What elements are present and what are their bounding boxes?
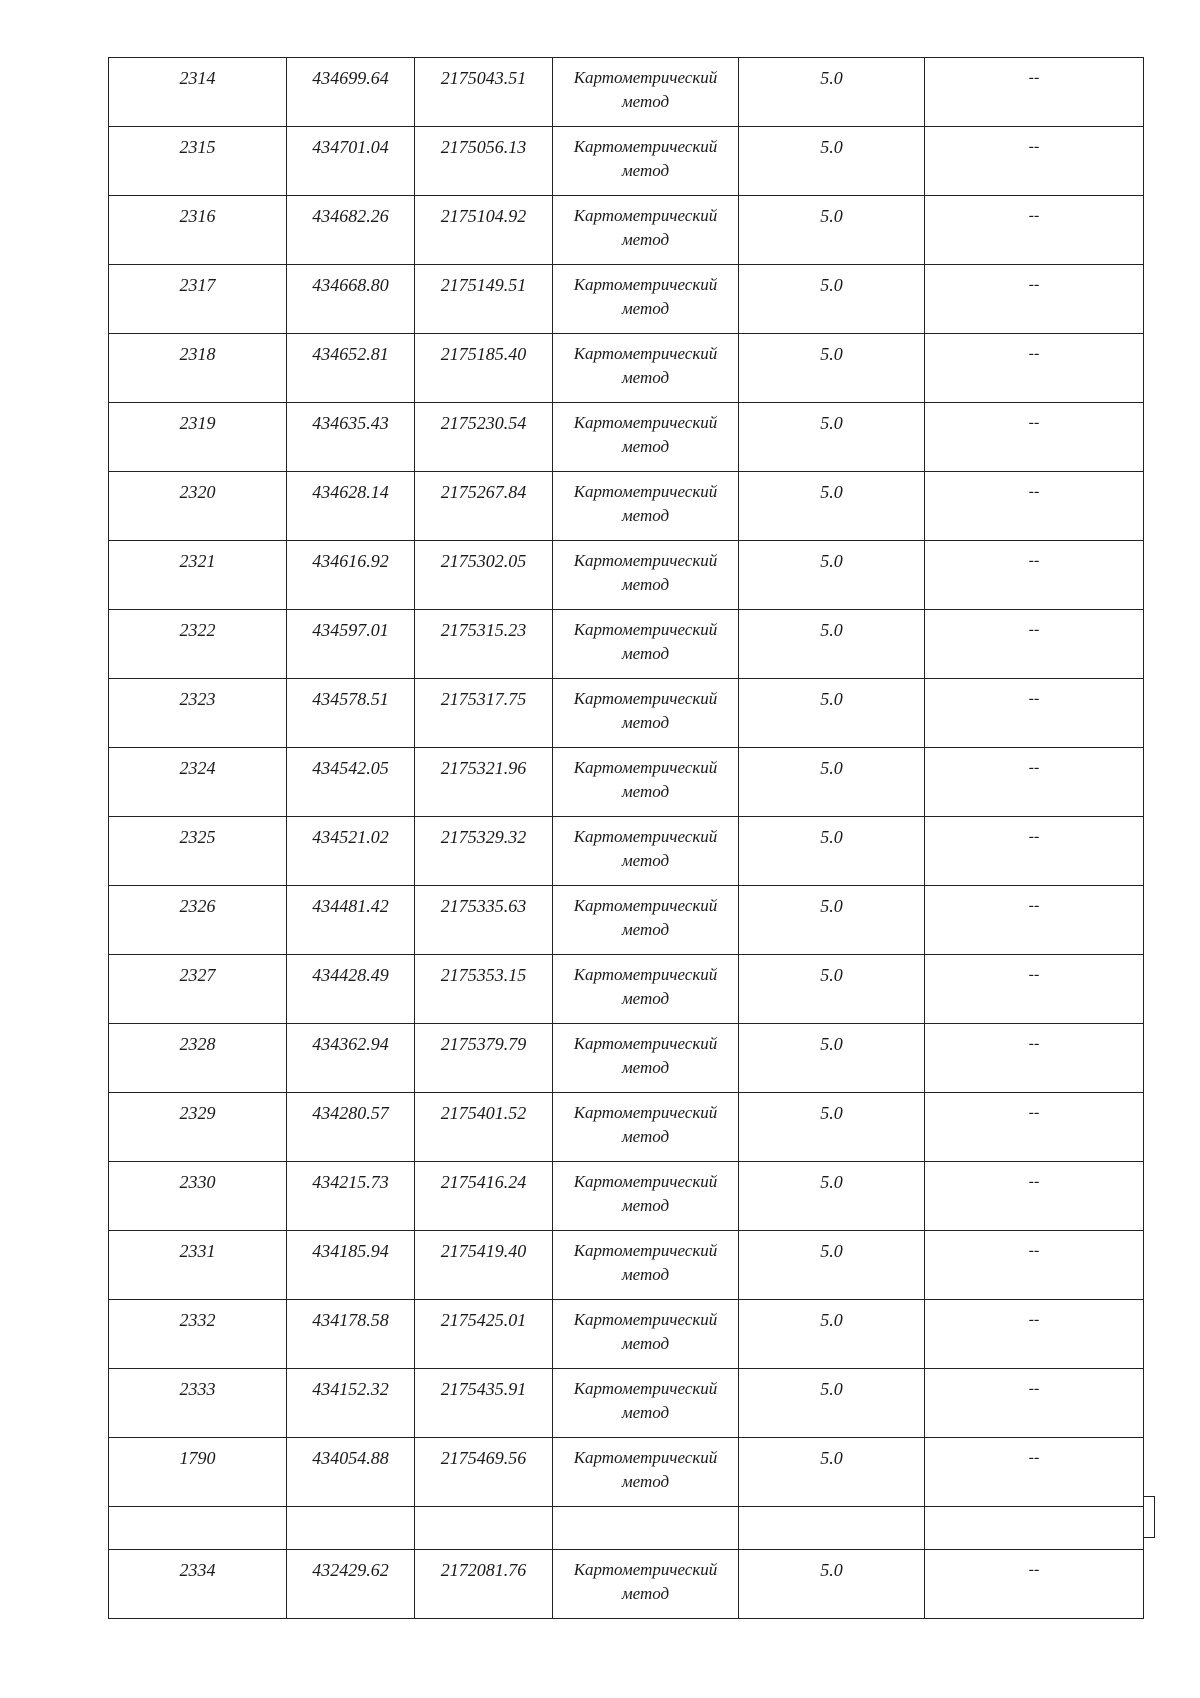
- method-line1: Картометрический: [573, 1034, 718, 1053]
- accuracy-cell: 5.0: [739, 817, 925, 886]
- method-line2: метод: [621, 368, 670, 387]
- note-cell: --: [925, 1438, 1144, 1507]
- method-cell: [553, 748, 739, 817]
- method-line2: метод: [621, 575, 670, 594]
- x-coordinate-cell: 434521.02: [287, 817, 415, 886]
- x-coordinate-cell: 434635.43: [287, 403, 415, 472]
- x-coordinate-cell: 434054.88: [287, 1438, 415, 1507]
- empty-cell: [415, 1507, 553, 1550]
- method-cell: [553, 1024, 739, 1093]
- method-line2: метод: [621, 1472, 670, 1491]
- x-coordinate-cell: 434428.49: [287, 955, 415, 1024]
- y-coordinate-cell: 2172081.76: [415, 1550, 553, 1619]
- table-row: [109, 679, 1144, 748]
- y-coordinate-cell: 2175043.51: [415, 58, 553, 127]
- x-coordinate-cell: 434628.14: [287, 472, 415, 541]
- y-coordinate-cell: 2175419.40: [415, 1231, 553, 1300]
- method-line1: Картометрический: [573, 344, 718, 363]
- point-number-cell: 2318: [109, 334, 287, 403]
- table-row: [109, 1438, 1144, 1507]
- method-line1: Картометрический: [573, 827, 718, 846]
- y-coordinate-cell: 2175267.84: [415, 472, 553, 541]
- accuracy-cell: 5.0: [739, 265, 925, 334]
- method-line1: Картометрический: [573, 1172, 718, 1191]
- accuracy-cell: 5.0: [739, 541, 925, 610]
- accuracy-cell: 5.0: [739, 748, 925, 817]
- y-coordinate-cell: 2175230.54: [415, 403, 553, 472]
- note-cell: --: [925, 472, 1144, 541]
- method-line1: Картометрический: [573, 1103, 718, 1122]
- table-row: [109, 955, 1144, 1024]
- y-coordinate-cell: 2175056.13: [415, 127, 553, 196]
- y-coordinate-cell: 2175469.56: [415, 1438, 553, 1507]
- note-cell: --: [925, 1550, 1144, 1619]
- x-coordinate-cell: 434215.73: [287, 1162, 415, 1231]
- point-number-cell: 2315: [109, 127, 287, 196]
- table-row: [109, 334, 1144, 403]
- point-number-cell: 2319: [109, 403, 287, 472]
- note-cell: --: [925, 1024, 1144, 1093]
- method-line2: метод: [621, 161, 670, 180]
- method-line1: Картометрический: [573, 275, 718, 294]
- method-line2: метод: [621, 1127, 670, 1146]
- note-cell: --: [925, 610, 1144, 679]
- point-number-cell: 2317: [109, 265, 287, 334]
- x-coordinate-cell: 434362.94: [287, 1024, 415, 1093]
- note-cell: --: [925, 1231, 1144, 1300]
- method-line2: метод: [621, 713, 670, 732]
- accuracy-cell: 5.0: [739, 1369, 925, 1438]
- accuracy-cell: 5.0: [739, 127, 925, 196]
- method-cell: [553, 403, 739, 472]
- y-coordinate-cell: 2175315.23: [415, 610, 553, 679]
- method-line2: метод: [621, 92, 670, 111]
- method-cell: [553, 886, 739, 955]
- note-cell: --: [925, 196, 1144, 265]
- y-coordinate-cell: 2175104.92: [415, 196, 553, 265]
- note-cell: --: [925, 886, 1144, 955]
- table-row: [109, 1024, 1144, 1093]
- x-coordinate-cell: 434597.01: [287, 610, 415, 679]
- point-number-cell: 1790: [109, 1438, 287, 1507]
- method-cell: [553, 541, 739, 610]
- x-coordinate-cell: 434152.32: [287, 1369, 415, 1438]
- x-coordinate-cell: 434280.57: [287, 1093, 415, 1162]
- point-number-cell: 2326: [109, 886, 287, 955]
- method-line1: Картометрический: [573, 1448, 718, 1467]
- method-cell: [553, 1162, 739, 1231]
- method-line1: Картометрический: [573, 620, 718, 639]
- y-coordinate-cell: 2175416.24: [415, 1162, 553, 1231]
- coordinates-table-body: [109, 58, 1144, 1619]
- y-coordinate-cell: 2175329.32: [415, 817, 553, 886]
- method-line2: метод: [621, 782, 670, 801]
- table-row: [109, 610, 1144, 679]
- accuracy-cell: 5.0: [739, 1093, 925, 1162]
- method-line2: метод: [621, 920, 670, 939]
- y-coordinate-cell: 2175401.52: [415, 1093, 553, 1162]
- y-coordinate-cell: 2175321.96: [415, 748, 553, 817]
- method-cell: [553, 610, 739, 679]
- note-cell: --: [925, 817, 1144, 886]
- table-row: [109, 472, 1144, 541]
- accuracy-cell: 5.0: [739, 1024, 925, 1093]
- x-coordinate-cell: 434682.26: [287, 196, 415, 265]
- point-number-cell: 2333: [109, 1369, 287, 1438]
- table-row: [109, 127, 1144, 196]
- note-cell: --: [925, 403, 1144, 472]
- point-number-cell: 2322: [109, 610, 287, 679]
- method-line2: метод: [621, 506, 670, 525]
- table-row: [109, 1231, 1144, 1300]
- method-line2: метод: [621, 644, 670, 663]
- table-row: [109, 265, 1144, 334]
- table-row: [109, 1300, 1144, 1369]
- table-row: [109, 817, 1144, 886]
- point-number-cell: 2330: [109, 1162, 287, 1231]
- y-coordinate-cell: 2175335.63: [415, 886, 553, 955]
- y-coordinate-cell: 2175425.01: [415, 1300, 553, 1369]
- note-cell: --: [925, 1300, 1144, 1369]
- x-coordinate-cell: 434185.94: [287, 1231, 415, 1300]
- method-line1: Картометрический: [573, 482, 718, 501]
- note-cell: --: [925, 1093, 1144, 1162]
- method-cell: [553, 1438, 739, 1507]
- y-coordinate-cell: 2175149.51: [415, 265, 553, 334]
- point-number-cell: 2321: [109, 541, 287, 610]
- note-cell: --: [925, 541, 1144, 610]
- y-coordinate-cell: 2175302.05: [415, 541, 553, 610]
- method-cell: [553, 1300, 739, 1369]
- method-cell: [553, 679, 739, 748]
- note-cell: --: [925, 127, 1144, 196]
- point-number-cell: 2316: [109, 196, 287, 265]
- method-line1: Картометрический: [573, 137, 718, 156]
- accuracy-cell: 5.0: [739, 1162, 925, 1231]
- method-line1: Картометрический: [573, 551, 718, 570]
- table-edge-box: [1143, 1496, 1155, 1538]
- table-row: [109, 1550, 1144, 1619]
- x-coordinate-cell: 434178.58: [287, 1300, 415, 1369]
- accuracy-cell: 5.0: [739, 403, 925, 472]
- method-line1: Картометрический: [573, 1379, 718, 1398]
- accuracy-cell: 5.0: [739, 955, 925, 1024]
- method-cell: [553, 58, 739, 127]
- table-row: [109, 403, 1144, 472]
- method-cell: [553, 334, 739, 403]
- table-row: [109, 541, 1144, 610]
- empty-cell: [925, 1507, 1144, 1550]
- point-number-cell: 2323: [109, 679, 287, 748]
- point-number-cell: 2314: [109, 58, 287, 127]
- table-row: [109, 748, 1144, 817]
- accuracy-cell: 5.0: [739, 886, 925, 955]
- empty-cell: [739, 1507, 925, 1550]
- point-number-cell: 2329: [109, 1093, 287, 1162]
- accuracy-cell: 5.0: [739, 1438, 925, 1507]
- method-line1: Картометрический: [573, 896, 718, 915]
- method-line1: Картометрический: [573, 68, 718, 87]
- empty-cell: [109, 1507, 287, 1550]
- x-coordinate-cell: 434481.42: [287, 886, 415, 955]
- method-line1: Картометрический: [573, 965, 718, 984]
- x-coordinate-cell: 434616.92: [287, 541, 415, 610]
- blank-table-row: [109, 1507, 1144, 1550]
- x-coordinate-cell: 434652.81: [287, 334, 415, 403]
- table-row: [109, 196, 1144, 265]
- method-cell: [553, 265, 739, 334]
- accuracy-cell: 5.0: [739, 1300, 925, 1369]
- method-cell: [553, 472, 739, 541]
- accuracy-cell: 5.0: [739, 610, 925, 679]
- method-line2: метод: [621, 230, 670, 249]
- method-cell: [553, 196, 739, 265]
- point-number-cell: 2325: [109, 817, 287, 886]
- point-number-cell: 2334: [109, 1550, 287, 1619]
- x-coordinate-cell: 434578.51: [287, 679, 415, 748]
- note-cell: --: [925, 748, 1144, 817]
- note-cell: --: [925, 1162, 1144, 1231]
- method-line1: Картометрический: [573, 206, 718, 225]
- method-line2: метод: [621, 299, 670, 318]
- method-cell: [553, 1093, 739, 1162]
- accuracy-cell: 5.0: [739, 196, 925, 265]
- accuracy-cell: 5.0: [739, 58, 925, 127]
- accuracy-cell: 5.0: [739, 334, 925, 403]
- accuracy-cell: 5.0: [739, 1550, 925, 1619]
- point-number-cell: 2324: [109, 748, 287, 817]
- point-number-cell: 2328: [109, 1024, 287, 1093]
- method-line2: метод: [621, 851, 670, 870]
- x-coordinate-cell: 434701.04: [287, 127, 415, 196]
- note-cell: --: [925, 334, 1144, 403]
- method-line2: метод: [621, 1334, 670, 1353]
- y-coordinate-cell: 2175185.40: [415, 334, 553, 403]
- table-row: [109, 886, 1144, 955]
- method-line1: Картометрический: [573, 758, 718, 777]
- note-cell: --: [925, 1369, 1144, 1438]
- note-cell: --: [925, 955, 1144, 1024]
- method-line2: метод: [621, 1584, 670, 1603]
- coordinates-table: [108, 57, 1144, 1619]
- method-cell: [553, 1231, 739, 1300]
- y-coordinate-cell: 2175435.91: [415, 1369, 553, 1438]
- method-cell: [553, 1369, 739, 1438]
- empty-cell: [287, 1507, 415, 1550]
- note-cell: --: [925, 679, 1144, 748]
- method-line1: Картометрический: [573, 1241, 718, 1260]
- method-line1: Картометрический: [573, 689, 718, 708]
- note-cell: --: [925, 58, 1144, 127]
- x-coordinate-cell: 432429.62: [287, 1550, 415, 1619]
- point-number-cell: 2327: [109, 955, 287, 1024]
- y-coordinate-cell: 2175317.75: [415, 679, 553, 748]
- method-cell: [553, 817, 739, 886]
- table-row: [109, 1369, 1144, 1438]
- empty-cell: [553, 1507, 739, 1550]
- method-line2: метод: [621, 1058, 670, 1077]
- method-line1: Картометрический: [573, 413, 718, 432]
- accuracy-cell: 5.0: [739, 679, 925, 748]
- method-line2: метод: [621, 989, 670, 1008]
- method-line2: метод: [621, 1403, 670, 1422]
- table-row: [109, 58, 1144, 127]
- y-coordinate-cell: 2175353.15: [415, 955, 553, 1024]
- method-line1: Картометрический: [573, 1310, 718, 1329]
- method-line2: метод: [621, 1265, 670, 1284]
- table-row: [109, 1162, 1144, 1231]
- point-number-cell: 2320: [109, 472, 287, 541]
- method-cell: [553, 127, 739, 196]
- method-line2: метод: [621, 1196, 670, 1215]
- accuracy-cell: 5.0: [739, 1231, 925, 1300]
- method-line2: метод: [621, 437, 670, 456]
- note-cell: --: [925, 265, 1144, 334]
- x-coordinate-cell: 434542.05: [287, 748, 415, 817]
- point-number-cell: 2332: [109, 1300, 287, 1369]
- y-coordinate-cell: 2175379.79: [415, 1024, 553, 1093]
- table-row: [109, 1093, 1144, 1162]
- point-number-cell: 2331: [109, 1231, 287, 1300]
- method-cell: [553, 1550, 739, 1619]
- x-coordinate-cell: 434699.64: [287, 58, 415, 127]
- accuracy-cell: 5.0: [739, 472, 925, 541]
- method-line1: Картометрический: [573, 1560, 718, 1579]
- method-cell: [553, 955, 739, 1024]
- x-coordinate-cell: 434668.80: [287, 265, 415, 334]
